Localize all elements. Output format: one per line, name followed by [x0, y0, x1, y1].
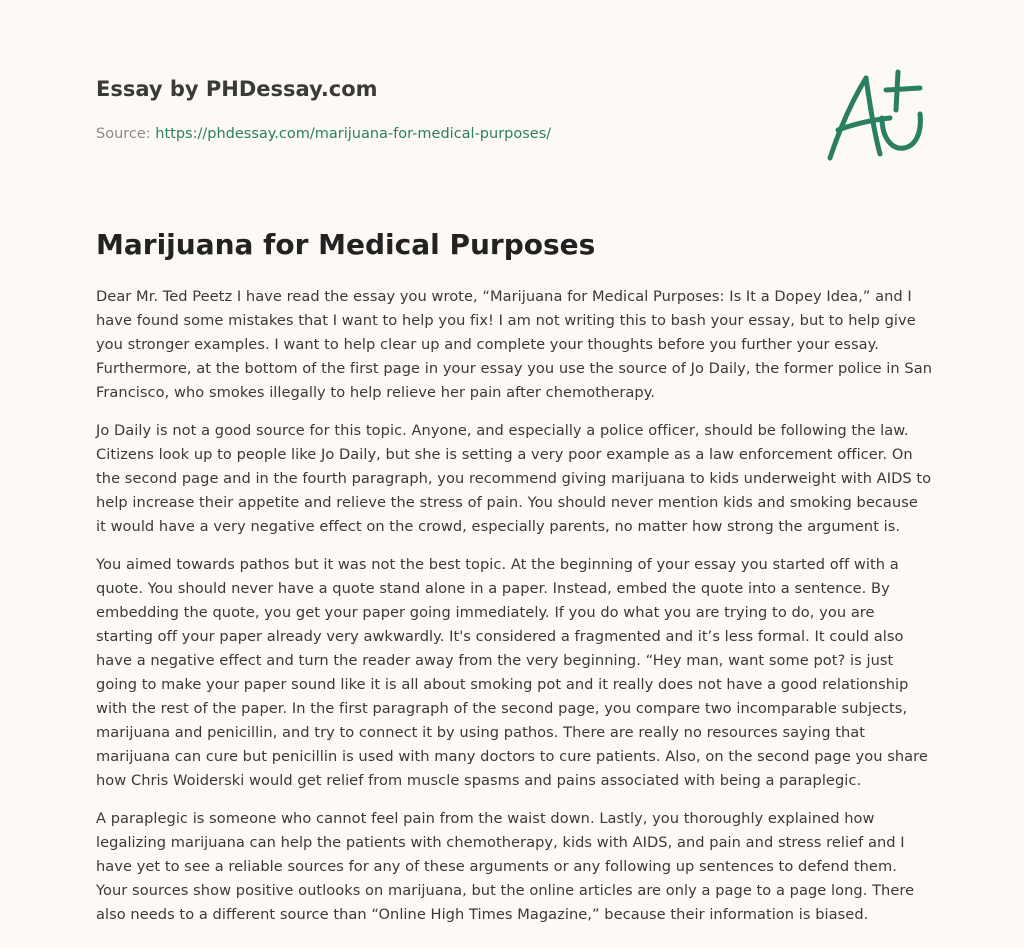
- essay-paragraph: You aimed towards pathos but it was not the best topic. At the beginning of your essay you started off with a quote. You should never have a quote stand alone in a paper. Instead, embed the quote into a sentence. By embedding the quote, you get your paper going immediately. If you do what you are trying to do, you are starting off your paper already very awkwardly. It's considered a fragmented and it’s less formal. It could also have a negative effect and turn the reader away from the very beginning. “Hey man, want some pot? is just going to make your paper sound like it is all about smoking pot and it really does not have a good relationship with the rest of the paper. In the first paragraph of the second page, you compare two incomparable subjects, marijuana and penicillin, and try to connect it by using pathos. There are really no resources saying that marijuana can cure but penicillin is used with many doctors to cure patients. Also, on the second page you share how Chris Woiderski would get relief from muscle spasms and pains associated with being a paraplegic.: [96, 556, 928, 789]
- essay-paragraph: Dear Mr. Ted Peetz I have read the essay you wrote, “Marijuana for Medical Purposes: Is It a Dopey Idea,” and I have found some mistakes that I want to help you fix! I am not writing this to bash your essay, but to help give you stronger examples. I want to help clear up and complete your thoughts before you further your essay. Furthermore, at the bottom of the first page in your essay you use the source of Jo Daily, the former police in San Francisco, who smokes illegally to help relieve her pain after chemotherapy.: [96, 288, 932, 401]
- page-header: [96, 74, 926, 194]
- essay-title: Marijuana for Medical Purposes: [96, 228, 596, 261]
- essay-paragraph: Jo Daily is not a good source for this topic. Anyone, and especially a police officer, should be following the law. Citizens look up to people like Jo Daily, but she is setting a very poor example as a law enforcement officer. On the second page and in the fourth paragraph, you recommend giving marijuana to kids underweight with AIDS to help increase their appetite and relieve the stress of pain. You should never mention kids and smoking because it would have a very negative effect on the crowd, especially parents, no matter how strong the argument is.: [96, 422, 932, 535]
- source-label: Source:: [96, 126, 156, 142]
- essay-paragraph: A paraplegic is someone who cannot feel pain from the waist down. Lastly, you thoroughly explained how legalizing marijuana can help the patients with chemotherapy, kids with AIDS, and pain and stress relief and I have yet to see a reliable sources for any of these arguments or any following up sentences to defend them. Your sources show positive outlooks on marijuana, but the online articles are only a page to a page long. There also needs to a different source than “Online High Times Magazine,” because their information is biased.: [96, 810, 915, 923]
- essay-body: [96, 285, 932, 941]
- source-link[interactable]: https://phdessay.com/marijuana-for-medical-purposes/: [155, 126, 552, 142]
- site-brand: Essay by PHDessay.com: [96, 77, 378, 101]
- source-line: [96, 124, 551, 144]
- a-plus-grade-icon: [820, 66, 932, 166]
